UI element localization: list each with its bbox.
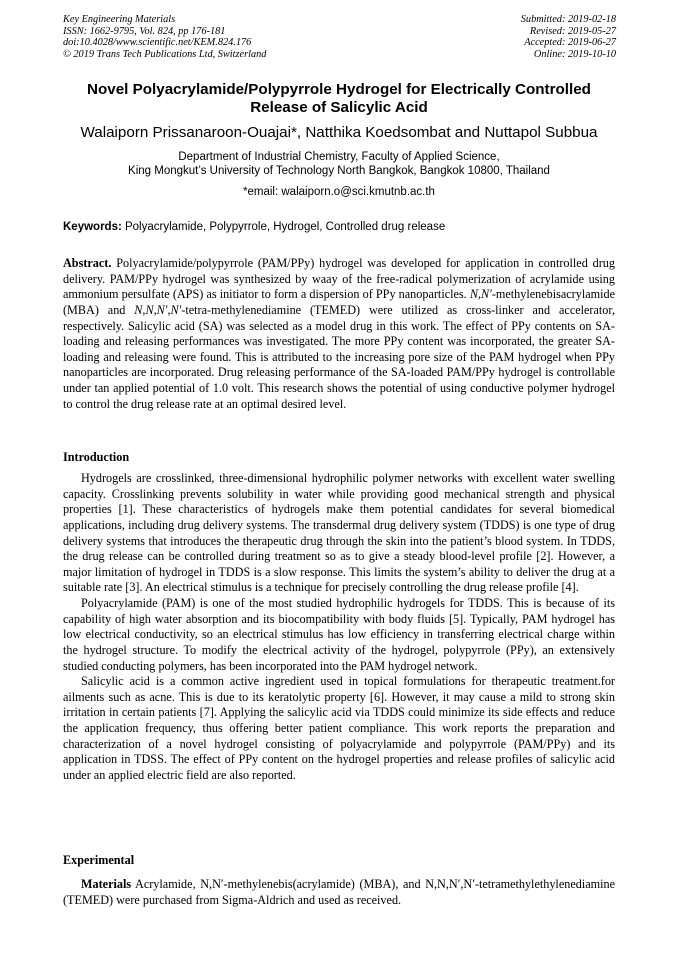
abstract-text-3: -tetra-methylenediamine (TEMED) were utilized as cross-linker and accelerator, respectively. Salicylic acid (SA) was selected as a model drug in this work. The effect of PPy contents on SA-loading and releasing performances was investigated. The more PPy content was incorporated, the greater SA-loading and releasing were found. This is attributed to the increasing pore size of the PAM hydrogel when PPy nanoparticles are incorporated. Drug releasing performance of the SA-loaded PAM/PPy hydrogel is controllable under tan applied potential of 1.0 volt. This research shows the potential of using conductive polymer hydrogel to control the drug release rate at an optimal desired level. (63, 302, 616, 411)
abstract-text-2: -methylenebisacrylamide (MBA) and (63, 287, 615, 317)
materials-line (63, 877, 615, 908)
affiliation (40, 150, 638, 178)
intro-paragraph-3: Salicylic acid is a common active ingredient used in topical formulations for therapeutic treatment.for ailments such as acne. This is due to its keratolytic property [6]. However, it may cause a mild to strong skin irritation in certain patients [7]. Applying the salicylic acid via TDDS could minimize its side effects and reduce the application frequency, thus offering better patient compliance. This work reports the preparation and characterization of a novel hydrogel consisting of polyacrylamide and polypyrrole (PAM/PPy) and its application in TDSS. The effect of PPy content on the hydrogel properties and release profiles of salicylic acid under an applied electric field are also reported. (63, 674, 615, 782)
keywords (63, 220, 615, 234)
introduction-body (63, 471, 615, 784)
materials-text: Acrylamide, N,N′-methylenebis(acrylamide) (MBA), and N,N,N′,N′-tetramethylethylenediamine (TEMED) were purchased from Sigma-Aldrich and used as received. (63, 877, 615, 907)
abstract-chem-2: N,N,N′,N′ (134, 302, 182, 317)
journal-info (63, 14, 266, 60)
intro-paragraph-1: Hydrogels are crosslinked, three-dimensional hydrophilic polymer networks with excellent water swelling capacity. Crosslinking prevents solubility in water while providing good mechanical strength and physical properties [1]. These characteristics of hydrogels make them potential candidates for several biomedical applications, including drug delivery systems. The transdermal drug delivery system (TDDS) is one type of drug delivery systems that introduces the therapeutic drug through the skin into the patient’s blood system. In TDDS, the drug release can be controlled during treatment so as to give a steady blood-level profile [2]. However, a major limitation of hydrogel in TDDS is a slow response. This limits the system’s ability to deliver the drug at a suitable rate [3]. An electrical stimulus is a technique for precisely controlling the drug release profile [4]. (63, 471, 615, 595)
date-submitted: Submitted: 2019-02-18 (520, 14, 616, 25)
abstract-label: Abstract. (63, 256, 112, 270)
corresponding-email: *email: walaiporn.o@sci.kmutnb.ac.th (243, 186, 435, 198)
materials-paragraph (63, 877, 615, 908)
journal-issn: ISSN: 1662-9795, Vol. 824, pp 176-181 (63, 25, 226, 37)
keywords-text: Polyacrylamide, Polypyrrole, Hydrogel, Controlled drug release (121, 221, 446, 233)
date-online: Online: 2019-10-10 (533, 48, 616, 60)
journal-doi: doi:10.4028/www.scientific.net/KEM.824.176 (63, 37, 252, 49)
abstract (63, 256, 615, 412)
journal-copyright: © 2019 Trans Tech Publications Ltd, Switzerland (63, 48, 267, 60)
materials-label: Materials (81, 877, 132, 891)
intro-paragraph-2: Polyacrylamide (PAM) is one of the most studied hydrophilic hydrogels for TDDS. This is because of its capability of high water absorption and its biocompatibility with body fluids [5]. Typically, PAM hydrogel has low electrical conductivity, so an electrical stimulus has low efficiency in transferring electrical charge within the hydrogel structure. To modify the electrical activity of the hydrogel, polypyrrole (PPy), an extensively studied conducting polymers, has been incorporated into the PAM hydrogel network. (63, 596, 615, 673)
journal-name: Key Engineering Materials (63, 14, 176, 25)
abstract-chem-1: N,N′ (469, 287, 492, 302)
introduction-heading: Introduction (63, 450, 130, 464)
submission-dates (521, 14, 616, 60)
author-list: Walaiporn Prissanaroon-Ouajai*, Natthika Koedsombat and Nuttapol Subbua (80, 124, 598, 141)
paper-title: Novel Polyacrylamide/Polypyrrole Hydrogel for Electrically Controlled Release of Salicylic Acid (87, 81, 591, 116)
date-revised: Revised: 2019-05-27 (529, 25, 616, 37)
keywords-label: Keywords: (63, 221, 122, 233)
date-accepted: Accepted: 2019-06-27 (524, 37, 616, 49)
abstract-text-1: Polyacrylamide/polypyrrole (PAM/PPy) hydrogel was developed for application in controlled drug delivery. PAM/PPy hydrogel was synthesized by waay of the free-radical polymerization of acrylamide using ammonium persulfate (APS) as initiator to form a dispersion of PPy nanoparticles. (63, 256, 615, 302)
affiliation-line-2: King Mongkut’s University of Technology North Bangkok, Bangkok 10800, Thailand (128, 165, 550, 178)
affiliation-line-1: Department of Industrial Chemistry, Faculty of Applied Science, (178, 151, 500, 163)
experimental-heading: Experimental (63, 853, 135, 867)
